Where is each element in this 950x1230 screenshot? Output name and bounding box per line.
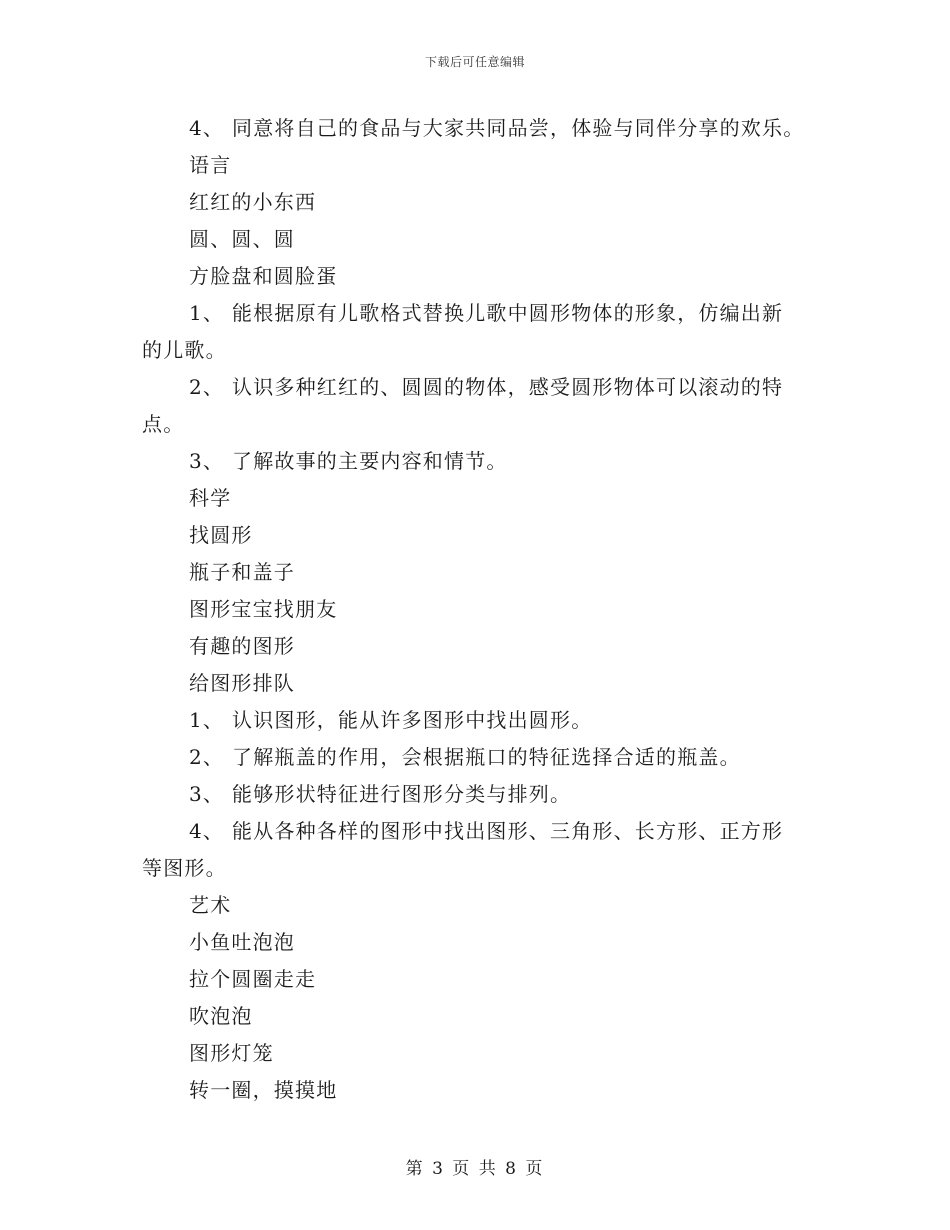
list-item-text: 认识图形，能从许多图形中找出圆形。 bbox=[232, 708, 593, 732]
document-body bbox=[142, 110, 808, 1109]
list-item-text: 了解瓶盖的作用，会根据瓶口的特征选择合适的瓶盖。 bbox=[232, 745, 741, 769]
list-item-number: 2、 bbox=[189, 745, 225, 769]
list-item-number: 4、 bbox=[189, 819, 225, 843]
page-footer: 第 3 页 共 8 页 bbox=[405, 1159, 545, 1179]
list-item bbox=[142, 110, 808, 147]
list-item-text: 认识多种红红的、圆圆的物体，感受圆形物体可以滚动的特 bbox=[232, 375, 784, 399]
list-item bbox=[142, 443, 808, 480]
list-item-text: 了解故事的主要内容和情节。 bbox=[232, 449, 508, 473]
list-item-text: 能从各种各样的图形中找出图形、三角形、长方形、正方形 bbox=[232, 819, 784, 843]
text-line: 吹泡泡 bbox=[189, 1004, 253, 1028]
page-header: 下载后可任意编辑 bbox=[424, 55, 525, 69]
list-item bbox=[142, 702, 808, 739]
list-item bbox=[142, 369, 808, 406]
text-line: 转一圈，摸摸地 bbox=[189, 1078, 338, 1102]
text-line: 红红的小东西 bbox=[189, 190, 317, 214]
list-item bbox=[142, 295, 808, 332]
text-line: 小鱼吐泡泡 bbox=[189, 930, 295, 954]
list-item-number: 2、 bbox=[189, 375, 225, 399]
list-item-number: 3、 bbox=[189, 449, 225, 473]
text-line: 拉个圆圈走走 bbox=[189, 967, 317, 991]
text-line: 图形宝宝找朋友 bbox=[189, 597, 338, 621]
text-line: 科学 bbox=[189, 486, 232, 510]
text-line: 方脸盘和圆脸蛋 bbox=[189, 264, 338, 288]
text-line: 给图形排队 bbox=[189, 671, 295, 695]
text-line: 语言 bbox=[189, 153, 232, 177]
text-line: 圆、圆、圆 bbox=[189, 227, 295, 251]
list-item-text: 能够形状特征进行图形分类与排列。 bbox=[232, 782, 572, 806]
list-item-continuation: 点。 bbox=[142, 412, 185, 436]
text-line: 有趣的图形 bbox=[189, 634, 295, 658]
list-item-continuation: 的儿歌。 bbox=[142, 338, 227, 362]
list-item bbox=[142, 739, 808, 776]
list-item-continuation: 等图形。 bbox=[142, 856, 227, 880]
list-item-number: 3、 bbox=[189, 782, 225, 806]
list-item-text: 能根据原有儿歌格式替换儿歌中圆形物体的形象，仿编出新 bbox=[232, 301, 784, 325]
list-item-number: 1、 bbox=[189, 301, 225, 325]
list-item bbox=[142, 813, 808, 850]
text-line: 图形灯笼 bbox=[189, 1041, 274, 1065]
list-item bbox=[142, 776, 808, 813]
text-line: 艺术 bbox=[189, 893, 232, 917]
list-item-text: 同意将自己的食品与大家共同品尝，体验与同伴分享的欢乐。 bbox=[232, 116, 805, 140]
list-item-number: 4、 bbox=[189, 116, 225, 140]
text-line: 瓶子和盖子 bbox=[189, 560, 295, 584]
text-line: 找圆形 bbox=[189, 523, 253, 547]
list-item-number: 1、 bbox=[189, 708, 225, 732]
